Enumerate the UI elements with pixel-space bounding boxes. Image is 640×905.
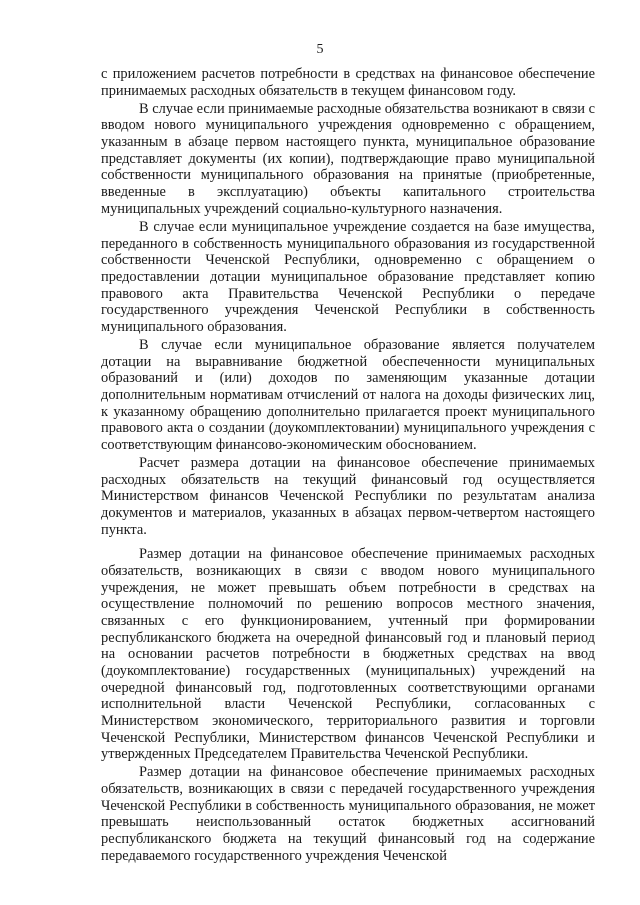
paragraph-transferred-property: В случае если муниципальное учреждение создается на базе имущества, переданного в собственность муниципального образования из государственной собственности Чеченской Республики, одновременно с обращением о предоставлении дотации муниципальное образование представляет копию правового акта Правительства Чеченской Республики о передаче государственного учреждения Чеченской Республики в собственность муниципального образования. bbox=[101, 218, 595, 335]
paragraph-grant-limit-new: Размер дотации на финансовое обеспечение принимаемых расходных обязательств, возникающих в связи с вводом нового муниципального учреждения, не может превышать объем потребности в средствах на осуществление полномочий по решению вопросов местного значения, связанных с его функционированием, учтенный при формировании республиканского бюджета на очередной финансовый год и плановый период на основании расчетов потребности в бюджетных средствах на ввод (доукомплектование) государственных (муниципальных) учреждений на очередной финансовый год, подготовленных соответствующими органами исполнительной власти Чеченской Республики, согласованных с Министерством экономического, территориального развития и торговли Чеченской Республики, Министерством финансов Чеченской Республики и утвержденных Председателем Правительства Чеченской Республики. bbox=[101, 546, 595, 763]
paragraph-grant-calculation: Расчет размера дотации на финансовое обеспечение принимаемых расходных обязательств на текущий финансовый год осуществляется Министерством финансов Чеченской Республики по результатам анализа документов и материалов, указанных в абзацах первом-четвертом настоящего пункта. bbox=[101, 455, 595, 538]
paragraph-new-institution: В случае если принимаемые расходные обязательства возникают в связи с вводом нового муниципального учреждения одновременно с обращением, указанным в абзаце первом настоящего пункта, муниципальное образование представляет документы (их копии), подтверждающие право муниципальной собственности муниципального образования на принятые (приобретенные, введенные в эксплуатацию) объекты капитального строительства муниципальных учреждений социально-культурного назначения. bbox=[101, 100, 595, 217]
paragraph-grant-limit-transfer: Размер дотации на финансовое обеспечение принимаемых расходных обязательств, возникающих в связи с передачей государственного учреждения Чеченской Республики в собственность муниципального образования, не может превышать неиспользованный остаток бюджетных ассигнований республиканского бюджета на текущий финансовый год на содержание передаваемого государственного учреждения Чеченской bbox=[101, 764, 595, 864]
document-body bbox=[101, 66, 595, 866]
page-number: 5 bbox=[316, 42, 324, 57]
paragraph-continuation: с приложением расчетов потребности в средствах на финансовое обеспечение принимаемых расходных обязательств в текущем финансовом году. bbox=[101, 66, 595, 99]
paragraph-equalization-recipient: В случае если муниципальное образование является получателем дотации на выравнивание бюджетной обеспеченности муниципальных образований и (или) доходов по заменяющим указанные дотации дополнительным нормативам отчислений от налога на доходы физических лиц, к указанному обращению дополнительно прилагается проект муниципального правового акта о создании (доукомплектовании) муниципального учреждения с соответствующим финансово-экономическим обоснованием. bbox=[101, 337, 595, 453]
